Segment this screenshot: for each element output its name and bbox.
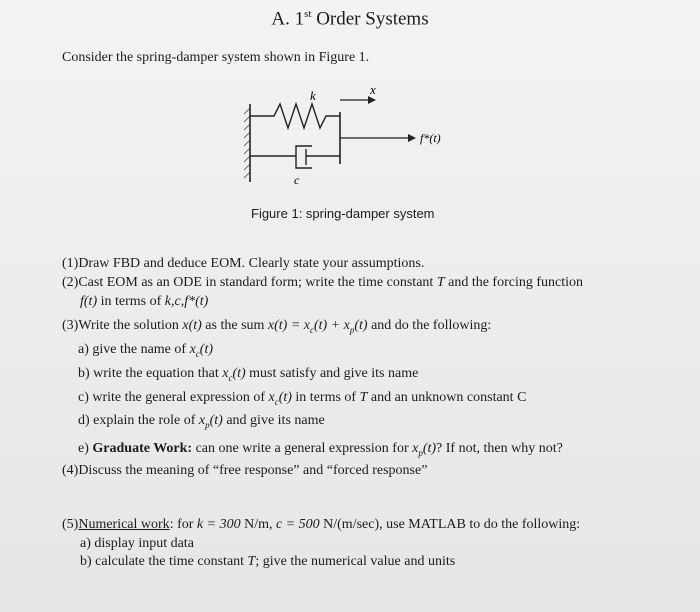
item-b: b) write the equation that $x_c(t)$ must satisfy and give its name xyxy=(78,366,419,383)
label-force: f*(t) xyxy=(420,131,441,145)
question-2: (2)Cast EOM as an ODE in standard form; write the time constant T and the forcing function xyxy=(62,275,584,290)
intro-text: Consider the spring-damper system shown in Figure 1. xyxy=(62,50,370,65)
spring-damper-figure xyxy=(240,86,470,194)
damper-symbol xyxy=(250,146,340,168)
question-1: (1)Draw FBD and deduce EOM. Clearly state your assumptions. xyxy=(62,256,425,271)
question-3: (3)Write the solution x(t) as the sum $x(t) = x_c(t) + x_p(t)$ and do the following: xyxy=(62,318,492,335)
label-k: k xyxy=(310,88,316,103)
item-d: d) explain the role of $x_p(t)$ and give its name xyxy=(78,413,325,430)
question-4: (4)Discuss the meaning of “free response” and “forced response” xyxy=(62,463,428,478)
question-2-cont: f(t) in terms of k,c,f*(t) xyxy=(80,294,209,309)
q5-item-b: b) calculate the time constant T; give the numerical value and units xyxy=(80,554,456,569)
spring-symbol xyxy=(250,104,340,128)
question-5: (5)Numerical work: for k = 300 N/m, c = 500 N/(m/sec), use MATLAB to do the following: xyxy=(62,517,581,532)
item-e: e) Graduate Work: can one write a general expression for $x_p(t)$? If not, then why not? xyxy=(78,441,563,458)
q5-item-a: a) display input data xyxy=(80,536,194,551)
label-c: c xyxy=(294,173,300,187)
label-x: x xyxy=(370,86,376,97)
figure-caption: Figure 1: spring-damper system xyxy=(251,206,435,221)
section-title: A. 1st Order Systems xyxy=(271,8,429,30)
item-a: a) give the name of $x_c(t)$ xyxy=(78,342,213,359)
item-c: c) write the general expression of $x_c(t)$ in terms of T and an unknown constant C xyxy=(78,390,527,407)
